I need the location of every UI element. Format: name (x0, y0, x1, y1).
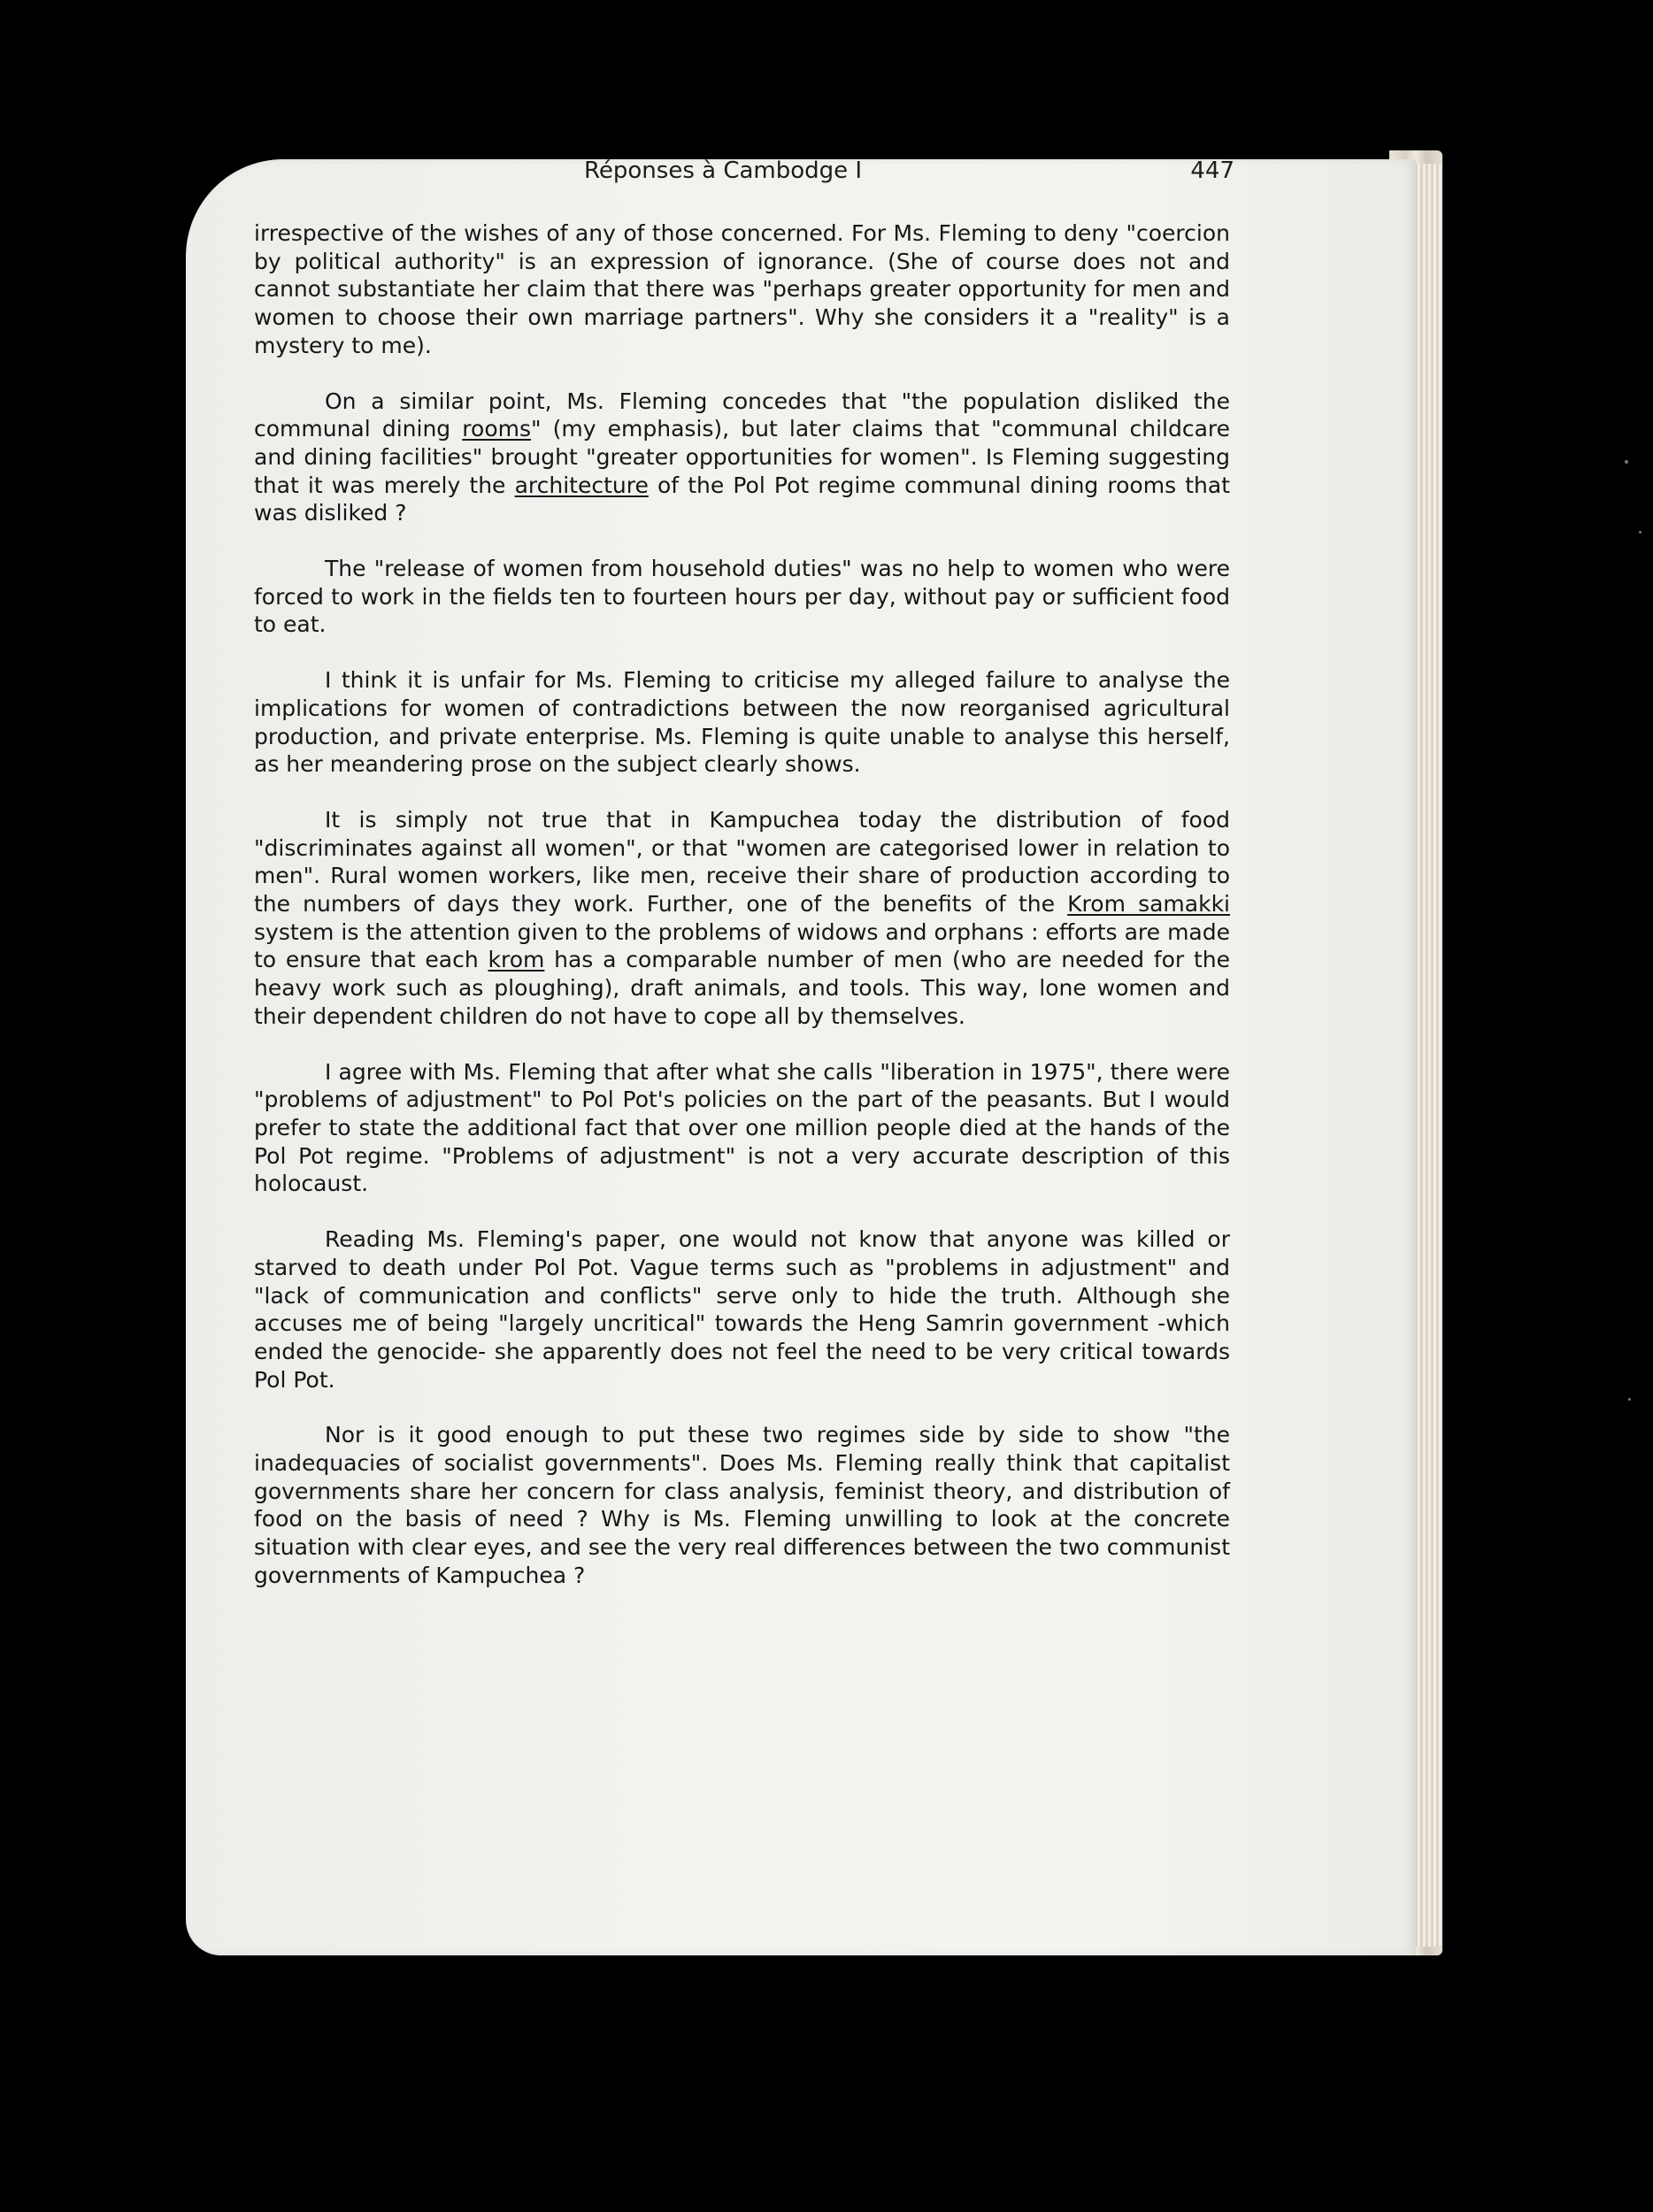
dust-speck (1625, 460, 1628, 464)
paragraph-3 (254, 555, 1230, 639)
paragraph-2 (254, 388, 1230, 528)
paragraph-7 (254, 1225, 1230, 1394)
text-segment: " (my emphasis), but later claims that "communal childcare and dining facilities" brought "greater opportunities for women". Is Fleming suggesting that it was merely the (254, 416, 1230, 498)
text-segment: I agree with Ms. Fleming that after what she calls "liberation in 1975", there were "problems of adjustment" to Pol Pot's policies on the part of the peasants. But I would prefer to state the additional fact that over one million people died at the hands of the Pol Pot regime. "Problems of adjustment" is not a very accurate description of this holocaust. (254, 1058, 1230, 1197)
paragraph-1 (254, 219, 1230, 360)
dust-speck (1628, 1398, 1631, 1401)
underlined-term: Krom samakki (1067, 891, 1230, 918)
text-segment: Reading Ms. Fleming's paper, one would not know that anyone was killed or starved to death under Pol Pot. Vague terms such as "problems in adjustment" and "lack of communication and conflicts" serve only to hide the truth. Although she accuses me of being "largely uncritical" towards the Heng Samrin government -which ended the genocide- she apparently does not feel the need to be very critical towards Pol Pot. (254, 1226, 1230, 1393)
running-title: Réponses à Cambodge I (584, 157, 863, 184)
paragraph-4 (254, 666, 1230, 779)
running-header (381, 157, 1234, 193)
text-segment: system is the attention given to the problems of widows and orphans : efforts are made to ensure that each (254, 918, 1230, 973)
underlined-term: architecture (514, 472, 649, 498)
page-number: 447 (1190, 157, 1234, 184)
underlined-term: krom (488, 947, 545, 973)
paragraph-6 (254, 1058, 1230, 1199)
body-text (254, 219, 1230, 1617)
text-segment: The "release of women from household duties" was no help to women who were forced to work in the fields ten to fourteen hours per day, without pay or sufficient food to eat. (254, 556, 1230, 638)
text-segment: On a similar point, Ms. Fleming concedes that "the population disliked the communal dining (254, 388, 1230, 442)
text-segment: I think it is unfair for Ms. Fleming to criticise my alleged failure to analyse the implications for women of contradictions between the now reorganised agricultural production, and private enterprise. Ms. Fleming is quite unable to analyse this herself, as her meandering prose on the subject clearly shows. (254, 667, 1230, 778)
paragraph-8 (254, 1421, 1230, 1589)
text-segment: It is simply not true that in Kampuchea today the distribution of food "discriminates against all women", or that "women are categorised lower in relation to men". Rural women workers, like men, receive their share of production according to the numbers of days they work. Further, one of the benefits of the (254, 806, 1230, 918)
text-segment: of the Pol Pot regime communal dining rooms that was disliked ? (254, 472, 1231, 526)
text-segment: has a comparable number of men (who are needed for the heavy work such as ploughing), draft animals, and tools. This way, lone women and their dependent children do not have to cope all by themselves. (254, 947, 1230, 1029)
text-segment: Nor is it good enough to put these two regimes side by side to show "the inadequacies of socialist governments". Does Ms. Fleming really think that capitalist governments share her concern for class analysis, feminist theory, and distribution of food on the basis of need ? Why is Ms. Fleming unwilling to look at the concrete situation with clear eyes, and see the very real differences between the two communist governments of Kampuchea ? (254, 1422, 1230, 1588)
underlined-term: rooms (462, 416, 531, 442)
dust-speck (1639, 531, 1641, 534)
paragraph-5 (254, 806, 1230, 1031)
text-segment: irrespective of the wishes of any of those concerned. For Ms. Fleming to deny "coercion by political authority" is an expression of ignorance. (She of course does not and cannot substantiate her claim that there was "perhaps greater opportunity for men and women to choose their own marriage partners". Why she considers it a "reality" is a mystery to me). (254, 220, 1230, 358)
